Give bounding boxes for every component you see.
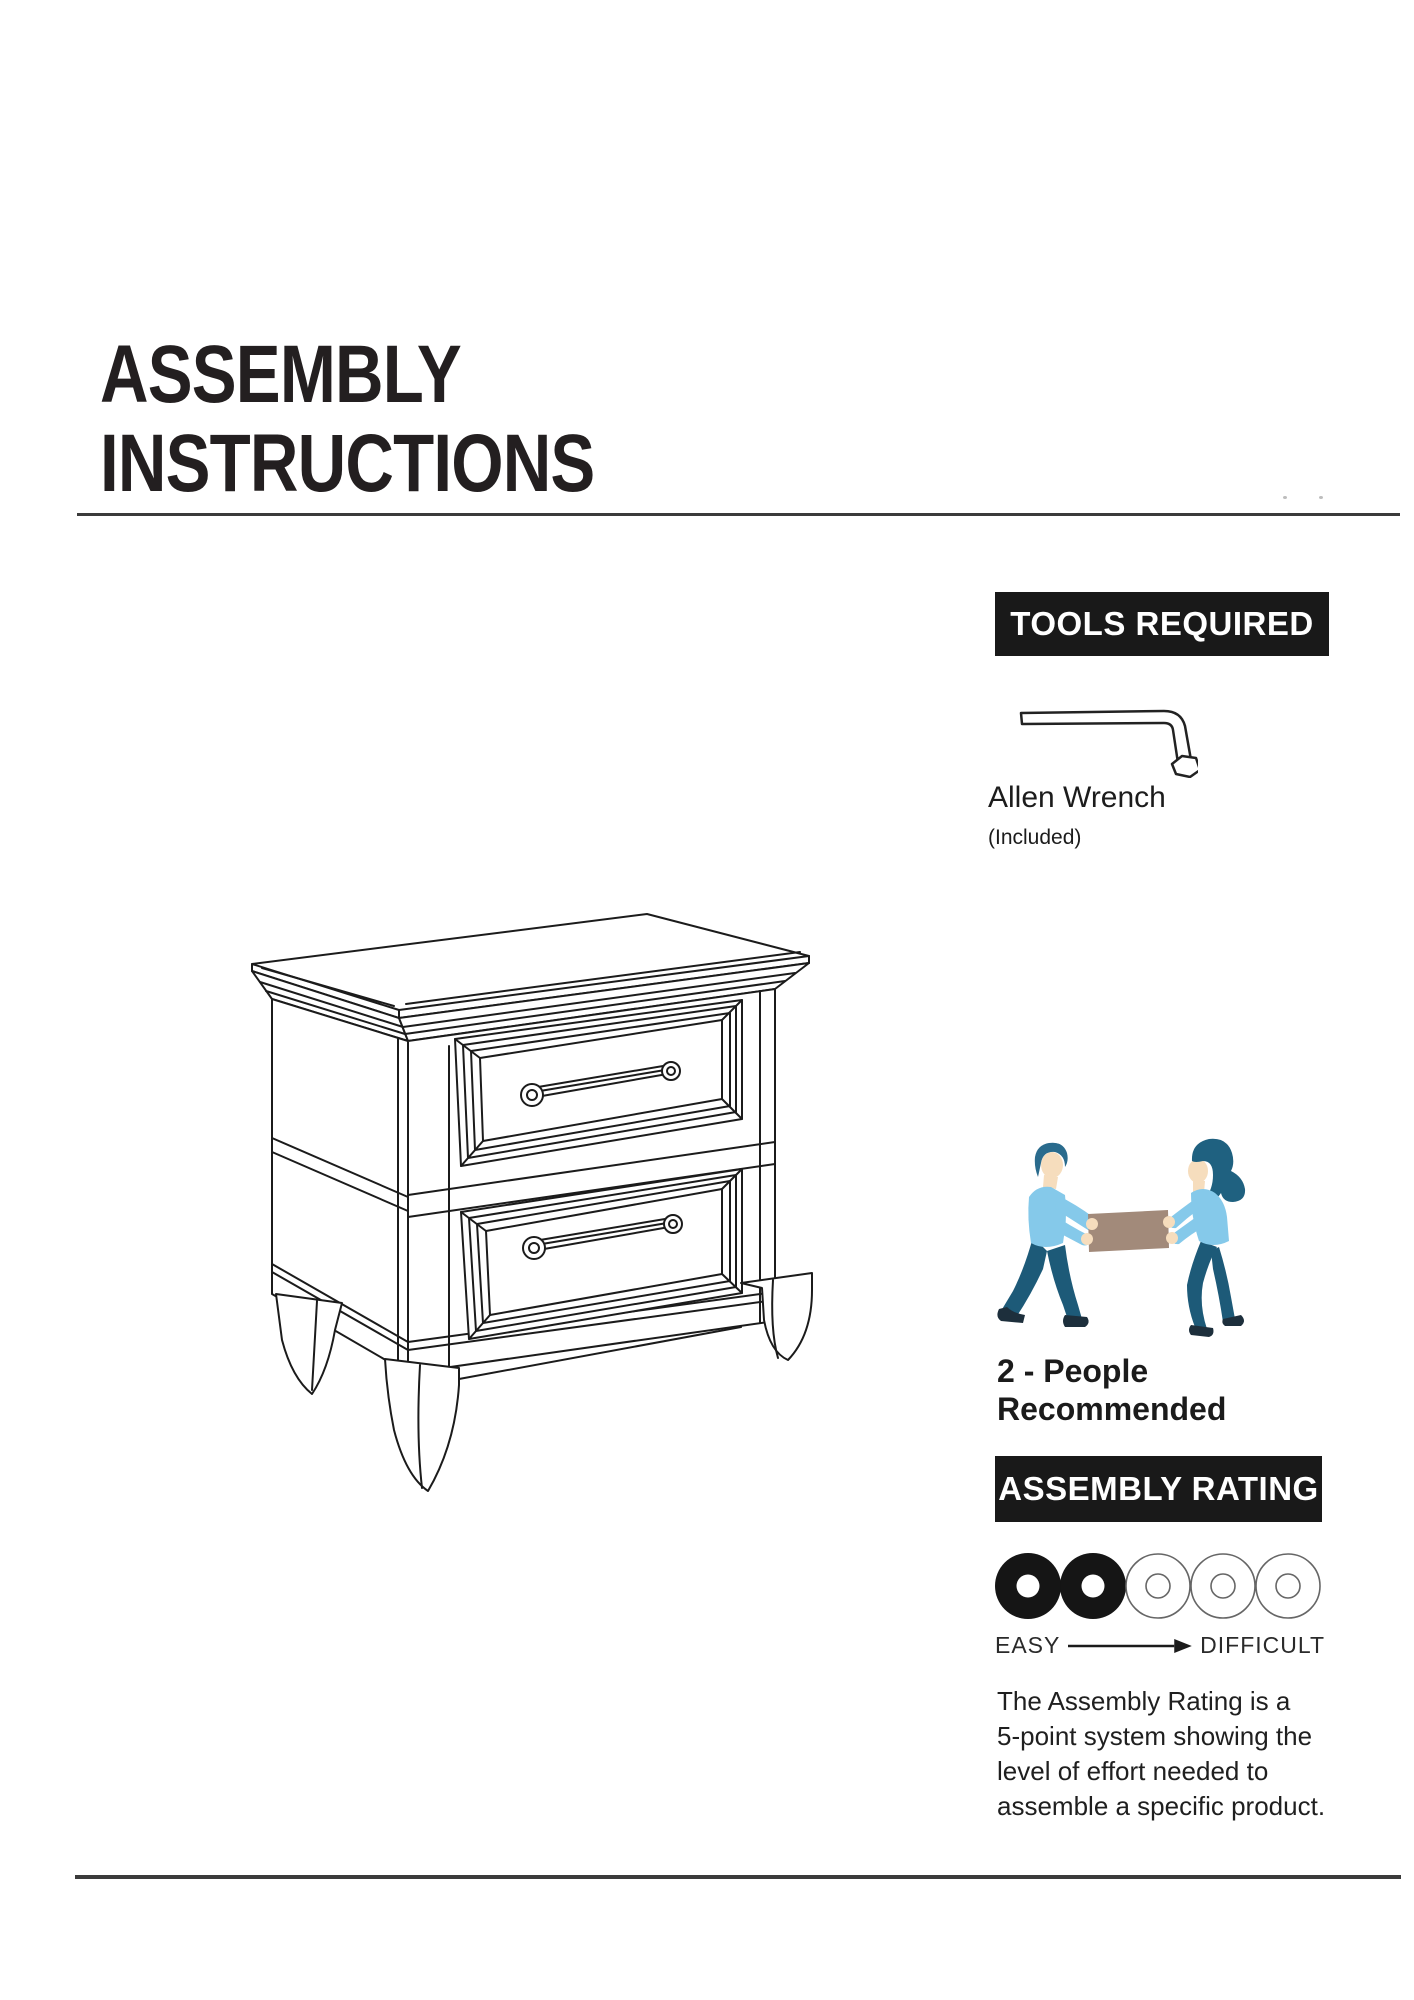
easy-difficult-arrow-icon (1068, 1638, 1192, 1654)
rating-description-line: 5-point system showing the (997, 1721, 1313, 1751)
page-title (100, 330, 594, 508)
page-title-line1: ASSEMBLY (100, 329, 461, 420)
tool-name-label: Allen Wrench (988, 781, 1166, 814)
easy-label: EASY (995, 1632, 1061, 1658)
tool-included-note: (Included) (988, 826, 1082, 849)
assembly-rating-banner (995, 1456, 1322, 1522)
people-recommended-line2: Recommended (997, 1391, 1227, 1427)
assembly-rating-banner-label: ASSEMBLY RATING (998, 1470, 1319, 1507)
woman-figure (1167, 1139, 1245, 1337)
rating-description-line: The Assembly Rating is a (997, 1686, 1291, 1716)
man-figure (997, 1143, 1097, 1327)
carried-box (1088, 1210, 1169, 1252)
bottom-divider-rule (75, 1875, 1401, 1879)
rating-description-line: level of effort needed to (997, 1756, 1269, 1786)
page-title-line2: INSTRUCTIONS (100, 418, 595, 509)
tools-required-banner-label: TOOLS REQUIRED (1010, 605, 1314, 642)
rating-scale-row (995, 1632, 1325, 1659)
rating-dots (995, 1551, 1325, 1621)
people-recommended-line1: 2 - People (997, 1353, 1149, 1389)
allen-wrench-icon (1018, 706, 1198, 778)
scan-artifact-dot (1319, 496, 1323, 499)
scan-artifact-dot (1283, 496, 1287, 499)
difficult-label: DIFFICULT (1200, 1632, 1325, 1658)
rating-description (997, 1684, 1325, 1824)
top-divider-rule (77, 513, 1400, 516)
rating-description-line: assemble a specific product. (997, 1791, 1326, 1821)
tools-required-banner (995, 592, 1329, 656)
people-recommended-label (997, 1352, 1226, 1428)
two-people-carrying-box-illustration (985, 1105, 1285, 1355)
nightstand-line-art (222, 890, 822, 1510)
